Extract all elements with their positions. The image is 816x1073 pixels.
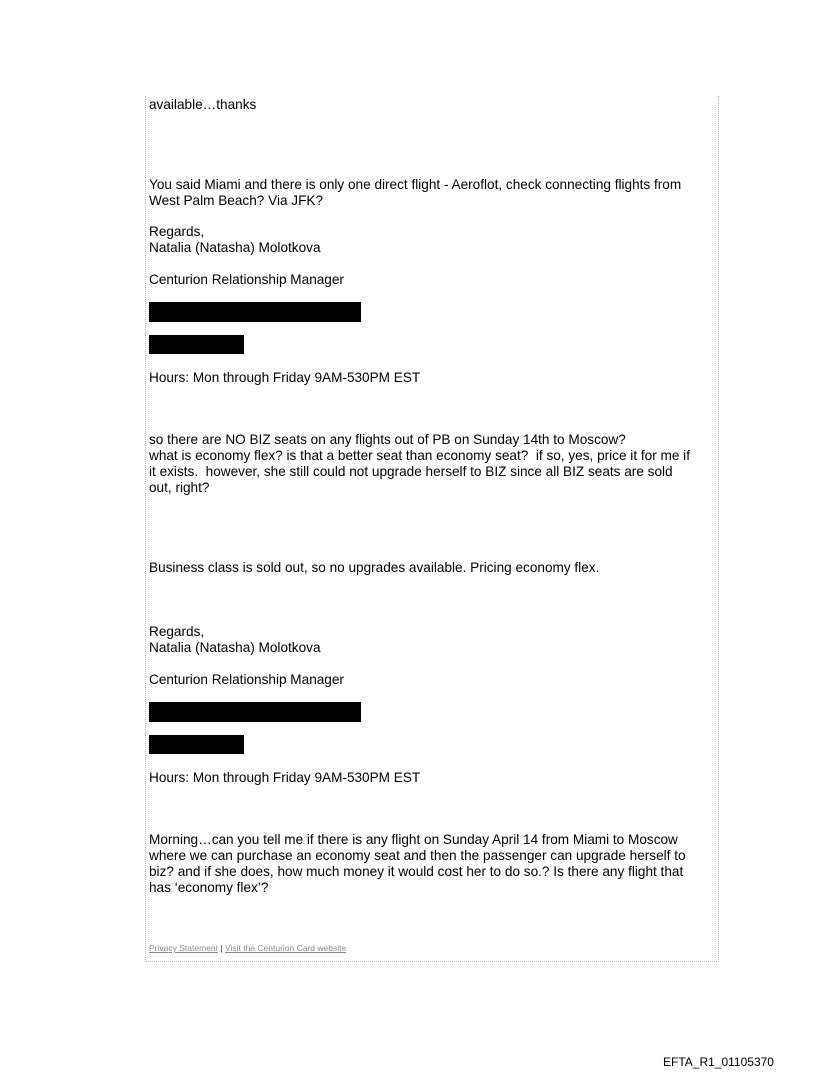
opening-line: available…thanks bbox=[149, 97, 257, 112]
question1-line-4: has ‘economy flex’? bbox=[149, 880, 269, 895]
redaction-block bbox=[149, 302, 361, 322]
question1-line-3: biz? and if she does, how much money it would cost her to do so.? Is there any flight that bbox=[149, 864, 684, 879]
signature2-regards: Regards, bbox=[149, 624, 205, 639]
signature2-hours: Hours: Mon through Friday 9AM-530PM EST bbox=[149, 770, 421, 785]
footer-separator: | bbox=[220, 943, 223, 953]
reply2-line: Business class is sold out, so no upgrades available. Pricing economy flex. bbox=[149, 560, 600, 575]
question1-line-2: where we can purchase an economy seat and then the passenger can upgrade herself to bbox=[149, 848, 686, 863]
signature1-hours: Hours: Mon through Friday 9AM-530PM EST bbox=[149, 370, 421, 385]
redaction-block bbox=[149, 702, 361, 722]
question2-line-1: so there are NO BIZ seats on any flights out of PB on Sunday 14th to Moscow? bbox=[149, 432, 626, 447]
question2-line-4: out, right? bbox=[149, 480, 210, 495]
question2-line-2: what is economy flex? is that a better seat than economy seat? if so, yes, price it for me if bbox=[149, 448, 690, 463]
privacy-statement-link[interactable]: Privacy Statement bbox=[149, 943, 218, 953]
reply1-line-1: You said Miami and there is only one direct flight - Aeroflot, check connecting flights from bbox=[149, 177, 682, 192]
redaction-block bbox=[149, 735, 244, 754]
email-footer bbox=[149, 943, 346, 954]
signature1-regards: Regards, bbox=[149, 224, 205, 239]
centurion-website-link[interactable]: Visit the Centurion Card website bbox=[224, 943, 347, 953]
signature2-name: Natalia (Natasha) Molotkova bbox=[149, 640, 321, 655]
question2-line-3: it exists. however, she still could not upgrade herself to BIZ since all BIZ seats are sold bbox=[149, 464, 673, 479]
question1-line-1: Morning…can you tell me if there is any flight on Sunday April 14 from Miami to Moscow bbox=[149, 832, 678, 847]
signature1-name: Natalia (Natasha) Molotkova bbox=[149, 240, 321, 255]
signature2-title: Centurion Relationship Manager bbox=[149, 672, 344, 687]
reply1-line-2: West Palm Beach? Via JFK? bbox=[149, 193, 324, 208]
redaction-block bbox=[149, 335, 244, 354]
signature1-title: Centurion Relationship Manager bbox=[149, 272, 344, 287]
document-id: EFTA_R1_01105370 bbox=[663, 1055, 774, 1069]
